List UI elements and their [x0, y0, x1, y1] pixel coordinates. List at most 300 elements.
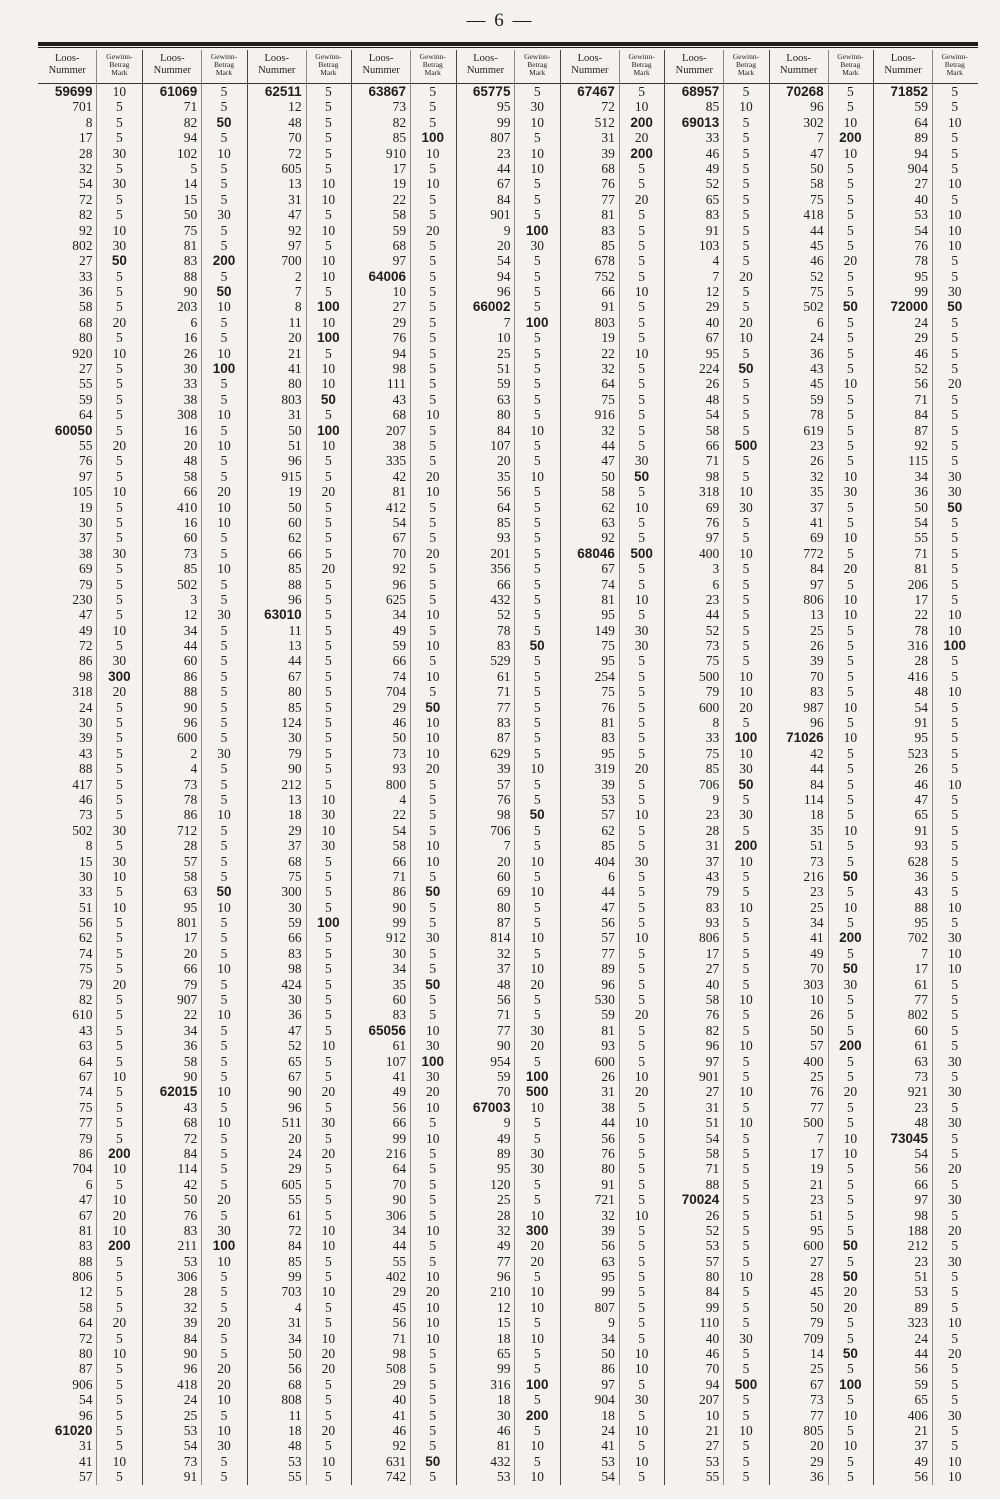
- gewinn-betrag: 5: [638, 407, 645, 423]
- gewinn-betrag: 5: [533, 268, 541, 284]
- table-row: [457, 746, 560, 761]
- gewinn-betrag: 5: [742, 653, 750, 669]
- table-row: [665, 238, 768, 253]
- loos-nummer: 906: [72, 1376, 93, 1392]
- table-row: [874, 1454, 977, 1469]
- table-row: [874, 130, 977, 145]
- table-row: [352, 807, 455, 822]
- table-row: [38, 1007, 142, 1022]
- loos-nummer: 52: [705, 176, 720, 192]
- table-row: [457, 1100, 560, 1115]
- table-row: [248, 869, 351, 884]
- table-row: [38, 269, 142, 284]
- gewinn-betrag: 5: [846, 638, 854, 654]
- table-row: [38, 423, 142, 438]
- loos-nummer: 39: [601, 145, 615, 161]
- gewinn-betrag: 5: [429, 1376, 437, 1392]
- table-row: [770, 1223, 873, 1238]
- table-row: [248, 238, 351, 253]
- table-row: [352, 115, 455, 130]
- gewinn-betrag: 30: [112, 853, 127, 869]
- table-row: [665, 546, 768, 561]
- loos-nummer: 54: [705, 407, 720, 423]
- loos-nummer: 702: [907, 930, 929, 946]
- loos-nummer: 66: [288, 930, 302, 946]
- table-row: [874, 484, 977, 499]
- table-row: [457, 1269, 560, 1284]
- table-row: [352, 1023, 455, 1038]
- table-row: [38, 1315, 142, 1330]
- loos-nummer: 82: [183, 114, 198, 130]
- loos-nummer: 40: [705, 314, 720, 330]
- gewinn-betrag: 5: [429, 561, 437, 577]
- gewinn-betrag: 5: [220, 1161, 228, 1177]
- loos-nummer: 31: [288, 1315, 302, 1331]
- table-row: [143, 1423, 246, 1438]
- gewinn-betrag: 5: [220, 1145, 228, 1161]
- table-row: [457, 900, 560, 915]
- table-row: [874, 1438, 977, 1453]
- loos-nummer: 65056: [368, 1022, 407, 1038]
- table-row: [248, 269, 351, 284]
- gewinn-betrag: 5: [533, 1361, 541, 1377]
- table-row: [38, 1346, 142, 1361]
- gewinn-betrag: 10: [321, 1222, 336, 1238]
- table-row: [561, 1223, 664, 1238]
- table-row: [665, 1392, 768, 1407]
- table-row: [143, 130, 246, 145]
- gewinn-betrag: 5: [951, 791, 959, 807]
- loos-nummer: 88: [78, 1253, 93, 1269]
- loos-nummer: 50: [601, 1346, 615, 1362]
- table-row: [770, 869, 873, 884]
- table-row: [143, 407, 246, 422]
- gewinn-betrag: 100: [525, 1069, 549, 1084]
- table-row: [38, 299, 142, 314]
- table-row: [38, 530, 142, 545]
- table-row: [665, 161, 768, 176]
- gewinn-betrag: 5: [220, 638, 228, 654]
- loos-nummer: 38: [78, 545, 93, 561]
- table-row: [874, 638, 977, 653]
- table-row: [457, 777, 560, 792]
- loos-nummer: 63: [914, 1053, 929, 1069]
- table-row: [770, 1131, 873, 1146]
- gewinn-betrag: 10: [948, 945, 962, 961]
- gewinn-betrag: 5: [846, 1330, 854, 1346]
- table-row: [874, 238, 977, 253]
- loos-nummer: 18: [810, 807, 824, 823]
- loos-nummer: 61: [914, 976, 929, 992]
- loos-nummer: 35: [810, 484, 824, 500]
- loos-nummer: 18: [601, 1407, 615, 1423]
- table-row: [248, 992, 351, 1007]
- table-row: [248, 223, 351, 238]
- gewinn-betrag: 5: [429, 622, 437, 638]
- gewinn-betrag: 10: [739, 1115, 753, 1131]
- inner-separator: [514, 50, 515, 1485]
- gewinn-betrag: 5: [846, 453, 854, 469]
- loos-nummer: 37: [288, 838, 302, 854]
- loos-nummer: 95: [183, 899, 198, 915]
- gewinn-betrag: 5: [846, 653, 854, 669]
- table-row: [38, 1377, 142, 1392]
- loos-nummer: 36: [288, 1007, 302, 1023]
- loos-nummer: 20: [496, 853, 511, 869]
- loos-nummer: 24: [914, 1330, 929, 1346]
- loos-nummer: 96: [392, 576, 407, 592]
- gewinn-betrag: 5: [429, 1407, 437, 1423]
- loos-nummer: 90: [288, 761, 302, 777]
- loos-nummer: 8: [85, 838, 93, 854]
- gewinn-betrag: 5: [325, 160, 332, 176]
- loos-nummer: 85: [392, 130, 407, 146]
- gewinn-betrag: 20: [634, 191, 649, 207]
- gewinn-betrag: 200: [108, 1145, 131, 1161]
- gewinn-betrag: 50: [947, 299, 963, 315]
- gewinn-betrag: 5: [951, 545, 959, 561]
- table-row: [248, 577, 351, 592]
- gewinn-betrag: 5: [742, 1253, 750, 1269]
- gewinn-betrag: 5: [951, 1330, 959, 1346]
- loos-nummer: 605: [281, 1176, 302, 1192]
- table-row: [38, 946, 142, 961]
- loos-nummer: 60: [183, 653, 198, 669]
- table-row: [352, 730, 455, 745]
- table-row: [38, 1100, 142, 1115]
- loos-nummer: 30: [288, 992, 302, 1008]
- loos-nummer: 600: [803, 1238, 824, 1254]
- loos-nummer: 19: [810, 1161, 824, 1177]
- loos-nummer: 49: [705, 160, 720, 176]
- table-row: [143, 223, 246, 238]
- table-row: [457, 1315, 560, 1330]
- gewinn-betrag: 300: [525, 1222, 549, 1238]
- table-row: [874, 761, 977, 776]
- gewinn-betrag: 5: [742, 1161, 750, 1177]
- gewinn-betrag: 5: [951, 1207, 959, 1223]
- table-row: [38, 1331, 142, 1346]
- table-row: [665, 1254, 768, 1269]
- loos-nummer: 56: [914, 1469, 929, 1485]
- table-row: [874, 530, 977, 545]
- loos-nummer: 8: [712, 715, 720, 731]
- loos-nummer: 79: [705, 884, 720, 900]
- loos-nummer: 84: [496, 422, 511, 438]
- table-row: [248, 115, 351, 130]
- table-row: [770, 146, 873, 161]
- table-row: [770, 1346, 873, 1361]
- loos-nummer: 71: [392, 868, 407, 884]
- table-row: [874, 1392, 977, 1407]
- table-row: [143, 1238, 246, 1253]
- table-row: [248, 438, 351, 453]
- table-row: [561, 1054, 664, 1069]
- loos-nummer: 318: [72, 684, 93, 700]
- loos-nummer: 92: [601, 530, 615, 546]
- loos-nummer: 47: [288, 1022, 302, 1038]
- loos-nummer: 46: [78, 791, 93, 807]
- table-row: [38, 1192, 142, 1207]
- table-row: [248, 1269, 351, 1284]
- table-row: [143, 500, 246, 515]
- gewinn-betrag: 5: [742, 930, 750, 946]
- gewinn-betrag: 5: [742, 822, 750, 838]
- gewinn-betrag: 5: [220, 945, 228, 961]
- gewinn-betrag: 5: [533, 253, 541, 269]
- loos-nummer: 71: [496, 684, 511, 700]
- gewinn-betrag: 5: [742, 1222, 750, 1238]
- table-row: [457, 684, 560, 699]
- table-row: [38, 176, 142, 191]
- loos-nummer: 628: [907, 853, 929, 869]
- gewinn-betrag: 5: [325, 1130, 332, 1146]
- loos-nummer: 58: [183, 468, 198, 484]
- gewinn-betrag: 10: [112, 899, 127, 915]
- table-row: [248, 423, 351, 438]
- loos-nummer: 58: [601, 484, 615, 500]
- loos-nummer: 302: [803, 114, 824, 130]
- loos-nummer: 11: [288, 1407, 302, 1423]
- loos-nummer: 44: [183, 638, 198, 654]
- loos-nummer: 29: [705, 299, 720, 315]
- gewinn-betrag: 5: [533, 1346, 541, 1362]
- table-row: [665, 376, 768, 391]
- gewinn-betrag: 5: [638, 530, 645, 546]
- table-row: [248, 346, 351, 361]
- table-row: [665, 561, 768, 576]
- gewinn-betrag: 10: [426, 1315, 440, 1331]
- table-row: [143, 453, 246, 468]
- loos-nummer: 63: [183, 884, 198, 900]
- table-row: [352, 915, 455, 930]
- table-row: [770, 1069, 873, 1084]
- gewinn-betrag: 5: [429, 191, 437, 207]
- gewinn-betrag: 10: [321, 1284, 336, 1300]
- gewinn-betrag: 5: [742, 160, 750, 176]
- gewinn-betrag: 10: [739, 545, 753, 561]
- loos-nummer: 34: [914, 468, 929, 484]
- loos-nummer: 502: [803, 299, 824, 315]
- gewinn-betrag: 5: [429, 1422, 437, 1438]
- table-row: [561, 1161, 664, 1176]
- gewinn-betrag: 5: [220, 715, 228, 731]
- table-row: [561, 992, 664, 1007]
- loos-nummer: 12: [78, 1284, 93, 1300]
- gewinn-betrag: 5: [846, 499, 854, 515]
- loos-nummer: 57: [810, 1038, 824, 1054]
- gewinn-betrag: 20: [217, 1361, 231, 1377]
- header-label: Betrag: [735, 60, 756, 69]
- gewinn-betrag: 10: [843, 607, 858, 623]
- gewinn-betrag: 5: [325, 1069, 332, 1084]
- loos-nummer: 27: [78, 253, 93, 269]
- table-row: [248, 1408, 351, 1423]
- table-row: [770, 854, 873, 869]
- loos-nummer: 54: [78, 176, 93, 192]
- table-row: [874, 930, 977, 945]
- loos-nummer: 42: [392, 468, 407, 484]
- table-row: [874, 1254, 977, 1269]
- gewinn-betrag: 5: [116, 1392, 123, 1408]
- gewinn-betrag: 5: [325, 930, 332, 946]
- gewinn-betrag: 5: [951, 1176, 959, 1192]
- table-row: [874, 961, 977, 976]
- table-row: [248, 1238, 351, 1253]
- table-row: [248, 669, 351, 684]
- table-row: [874, 1331, 977, 1346]
- loos-nummer: 46: [705, 145, 720, 161]
- table-row: [665, 1131, 768, 1146]
- loos-nummer: 36: [914, 868, 929, 884]
- table-row: [561, 1361, 664, 1376]
- loos-nummer: 13: [810, 607, 824, 623]
- gewinn-betrag: 5: [638, 915, 645, 931]
- loos-nummer: 73045: [890, 1130, 929, 1146]
- table-row: [38, 223, 142, 238]
- table-row: [143, 1408, 246, 1423]
- loos-nummer: 55: [914, 530, 929, 546]
- gewinn-betrag: 5: [533, 915, 541, 931]
- loos-nummer: 38: [183, 391, 198, 407]
- table-row: [874, 1408, 977, 1423]
- gewinn-betrag: 10: [530, 961, 544, 977]
- gewinn-betrag: 5: [951, 576, 959, 592]
- loos-nummer: 319: [594, 761, 615, 777]
- loos-nummer: 51: [705, 1115, 720, 1131]
- table-row: [248, 1423, 351, 1438]
- gewinn-betrag: 20: [739, 268, 753, 284]
- gewinn-betrag: 5: [220, 1269, 228, 1285]
- loos-nummer: 46: [914, 776, 929, 792]
- inner-separator: [723, 50, 724, 1485]
- gewinn-betrag: 20: [426, 545, 440, 561]
- loos-nummer: 66: [288, 545, 302, 561]
- table-row: [770, 1269, 873, 1284]
- gewinn-betrag: 5: [533, 376, 541, 392]
- table-row: [248, 1100, 351, 1115]
- table-row: [352, 992, 455, 1007]
- loos-nummer: 42: [810, 745, 824, 761]
- gewinn-betrag: 10: [634, 930, 649, 946]
- gewinn-betrag: 5: [429, 114, 437, 130]
- loos-nummer: 53: [183, 1253, 198, 1269]
- gewinn-betrag: 5: [638, 607, 645, 623]
- loos-nummer: 49: [914, 1453, 929, 1469]
- table-row: [561, 84, 664, 99]
- table-row: [143, 284, 246, 299]
- loos-nummer: 61: [496, 668, 511, 684]
- table-row: [770, 238, 873, 253]
- gewinn-betrag: 50: [842, 961, 858, 977]
- gewinn-betrag: 10: [948, 684, 962, 700]
- table-row: [770, 1054, 873, 1069]
- loos-nummer: 58: [705, 422, 720, 438]
- loos-nummer: 709: [803, 1330, 824, 1346]
- table-row: [248, 299, 351, 314]
- table-row: [665, 669, 768, 684]
- loos-nummer: 23: [705, 807, 720, 823]
- loos-nummer: 59: [392, 638, 407, 654]
- loos-nummer: 67: [288, 1069, 302, 1084]
- gewinn-betrag: 5: [325, 1299, 332, 1315]
- gewinn-betrag: 10: [948, 622, 962, 638]
- table-row: [38, 669, 142, 684]
- gewinn-betrag: 5: [429, 514, 437, 530]
- loos-nummer: 432: [490, 1453, 511, 1469]
- loos-nummer: 68: [392, 237, 407, 253]
- loos-nummer: 85: [705, 99, 720, 115]
- column-pair-5: [456, 50, 560, 1485]
- loos-nummer: 56: [914, 376, 929, 392]
- table-row: [352, 1146, 455, 1161]
- gewinn-betrag: 5: [220, 1130, 228, 1146]
- gewinn-betrag: 20: [948, 1346, 962, 1362]
- loos-nummer: 212: [907, 1238, 929, 1254]
- loos-nummer: 64: [78, 1315, 93, 1331]
- loos-nummer: 416: [907, 668, 929, 684]
- table-row: [770, 1023, 873, 1038]
- gewinn-betrag: 5: [638, 961, 645, 977]
- gewinn-betrag: 10: [426, 1130, 440, 1146]
- table-row: [248, 1454, 351, 1469]
- loos-nummer: 432: [490, 591, 511, 607]
- gewinn-betrag: 20: [217, 1315, 231, 1331]
- gewinn-betrag: 5: [533, 1453, 541, 1469]
- gewinn-betrag: 5: [325, 1376, 332, 1392]
- table-row: [561, 1469, 664, 1484]
- header-gewinn-betrag: [514, 50, 559, 83]
- loos-nummer: 75: [601, 638, 615, 654]
- gewinn-betrag: 20: [634, 130, 649, 146]
- table-row: [665, 453, 768, 468]
- table-row: [770, 1038, 873, 1053]
- loos-nummer: 50: [810, 160, 824, 176]
- gewinn-betrag: 5: [429, 1253, 437, 1269]
- loos-nummer: 96: [810, 715, 824, 731]
- table-row: [665, 530, 768, 545]
- table-row: [561, 669, 664, 684]
- loos-nummer: 52: [496, 607, 511, 623]
- loos-nummer: 60050: [54, 422, 93, 438]
- loos-nummer: 96: [601, 976, 615, 992]
- table-row: [38, 1208, 142, 1223]
- table-row: [665, 1423, 768, 1438]
- gewinn-betrag: 5: [638, 1269, 645, 1285]
- loos-nummer: 51: [78, 899, 93, 915]
- column-rows: [143, 84, 246, 1485]
- loos-nummer: 48: [288, 114, 302, 130]
- gewinn-betrag: 5: [638, 822, 645, 838]
- loos-nummer: 41: [810, 930, 824, 946]
- gewinn-betrag: 5: [638, 361, 645, 377]
- loos-nummer: 76: [392, 330, 407, 346]
- table-row: [874, 469, 977, 484]
- gewinn-betrag: 5: [533, 1115, 541, 1131]
- loos-nummer: 50: [392, 730, 407, 746]
- table-row: [770, 315, 873, 330]
- gewinn-betrag: 10: [217, 899, 231, 915]
- loos-nummer: 31: [705, 838, 720, 854]
- table-row: [38, 1069, 142, 1084]
- loos-nummer: 43: [78, 1022, 93, 1038]
- table-row: [665, 1192, 768, 1207]
- gewinn-betrag: 5: [533, 1053, 541, 1069]
- table-row: [770, 1423, 873, 1438]
- gewinn-betrag: 5: [533, 668, 541, 684]
- table-row: [665, 1023, 768, 1038]
- table-row: [874, 653, 977, 668]
